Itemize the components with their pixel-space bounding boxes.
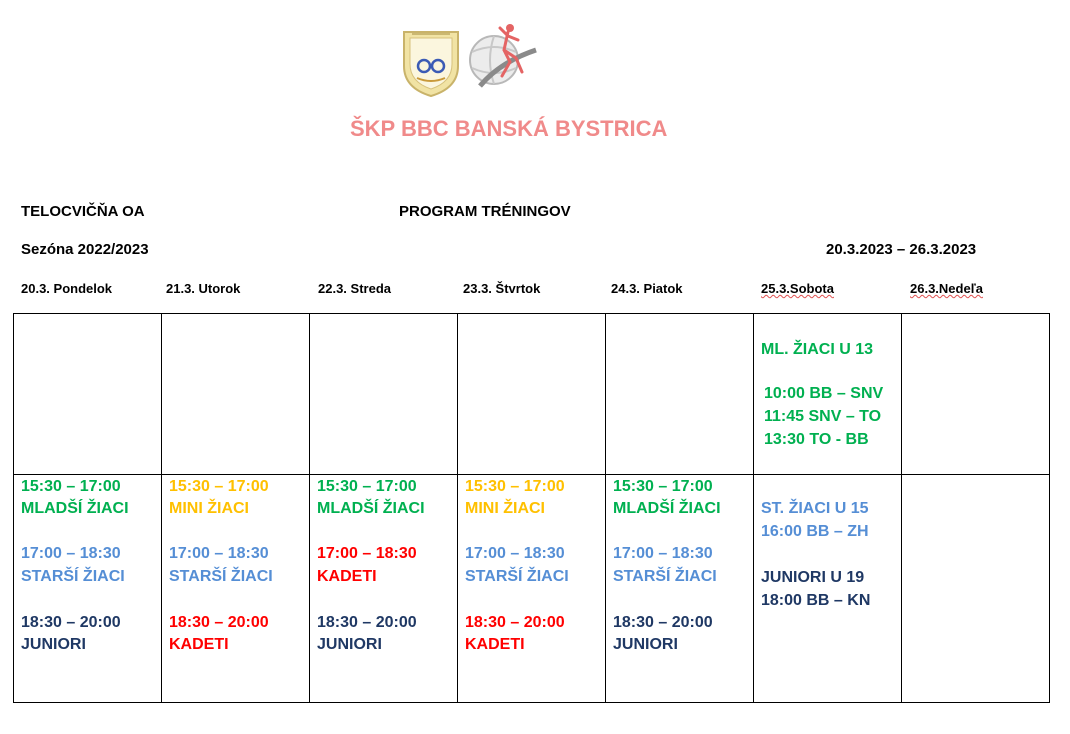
program-title: PROGRAM TRÉNINGOV: [399, 203, 571, 220]
sat-match-2: 11:45 SNV – TO: [764, 408, 882, 425]
slot1-team: MLADŠÍ ŽIACI: [21, 500, 129, 517]
basketball-player-logo: [460, 20, 540, 100]
slot1-time: 15:30 – 17:00: [317, 478, 417, 495]
cell-sat-am: [754, 314, 902, 475]
slot1-time: 15:30 – 17:00: [21, 478, 121, 495]
cell-mon-am: [14, 314, 162, 475]
sat-team-u13: ML. ŽIACI U 13: [761, 341, 874, 358]
cell-wed-am: [310, 314, 458, 475]
slot2-team: STARŠÍ ŽIACI: [21, 568, 125, 585]
cell-tue-pm: [162, 475, 310, 703]
cell-fri-pm: [606, 475, 754, 703]
slot3-team: KADETI: [169, 636, 229, 653]
slot1-time: 15:30 – 17:00: [465, 478, 565, 495]
sat-match-u19: 18:00 BB – KN: [761, 592, 871, 609]
cell-fri-am: [606, 314, 754, 475]
slot2-time: 17:00 – 18:30: [21, 545, 121, 562]
slot2-time: 17:00 – 18:30: [613, 545, 713, 562]
day-thursday: 23.3. Štvrtok: [463, 281, 541, 296]
schedule-table: [13, 313, 1050, 703]
sat-match-u15: 16:00 BB – ZH: [761, 523, 869, 540]
slot1-team: MINI ŽIACI: [169, 500, 249, 517]
slot2-time: 17:00 – 18:30: [317, 545, 417, 562]
gym-label: TELOCVIČŇA OA: [21, 203, 145, 220]
slot3-team: KADETI: [465, 636, 525, 653]
slot3-team: JUNIORI: [317, 636, 382, 653]
slot3-time: 18:30 – 20:00: [317, 614, 417, 631]
club-crest-logo: [400, 26, 462, 98]
day-tuesday: 21.3. Utorok: [166, 281, 241, 296]
day-saturday: 25.3.Sobota: [761, 281, 834, 296]
slot1-time: 15:30 – 17:00: [169, 478, 269, 495]
slot3-time: 18:30 – 20:00: [21, 614, 121, 631]
cell-sat-pm: [754, 475, 902, 703]
cell-sun-pm: [902, 475, 1050, 703]
slot2-team: STARŠÍ ŽIACI: [465, 568, 569, 585]
slot3-team: JUNIORI: [21, 636, 86, 653]
sat-team-u15: ST. ŽIACI U 15: [761, 500, 869, 517]
day-friday: 24.3. Piatok: [611, 281, 683, 296]
day-sunday: 26.3.Nedeľa: [910, 281, 983, 296]
date-range: 20.3.2023 – 26.3.2023: [826, 241, 977, 258]
table-row-morning: [14, 314, 1050, 475]
slot2-time: 17:00 – 18:30: [465, 545, 565, 562]
slot1-team: MLADŠÍ ŽIACI: [317, 500, 425, 517]
cell-thu-pm: [458, 475, 606, 703]
slot3-time: 18:30 – 20:00: [169, 614, 269, 631]
cell-wed-pm: [310, 475, 458, 703]
cell-sun-am: [902, 314, 1050, 475]
table-row-afternoon: [14, 475, 1050, 703]
slot2-team: KADETI: [317, 568, 377, 585]
slot2-team: STARŠÍ ŽIACI: [169, 568, 273, 585]
slot2-time: 17:00 – 18:30: [169, 545, 269, 562]
club-title: ŠKP BBC BANSKÁ BYSTRICA: [350, 116, 668, 141]
slot1-team: MLADŠÍ ŽIACI: [613, 500, 721, 517]
slot3-team: JUNIORI: [613, 636, 678, 653]
slot1-time: 15:30 – 17:00: [613, 478, 713, 495]
cell-mon-pm: [14, 475, 162, 703]
sat-match-1: 10:00 BB – SNV: [764, 385, 884, 402]
slot3-time: 18:30 – 20:00: [613, 614, 713, 631]
season-label: Sezóna 2022/2023: [21, 241, 149, 258]
cell-tue-am: [162, 314, 310, 475]
cell-thu-am: [458, 314, 606, 475]
day-wednesday: 22.3. Streda: [318, 281, 391, 296]
sat-match-3: 13:30 TO - BB: [764, 431, 869, 448]
slot3-time: 18:30 – 20:00: [465, 614, 565, 631]
slot2-team: STARŠÍ ŽIACI: [613, 568, 717, 585]
sat-team-u19: JUNIORI U 19: [761, 569, 865, 586]
slot1-team: MINI ŽIACI: [465, 500, 545, 517]
day-monday: 20.3. Pondelok: [21, 281, 113, 296]
